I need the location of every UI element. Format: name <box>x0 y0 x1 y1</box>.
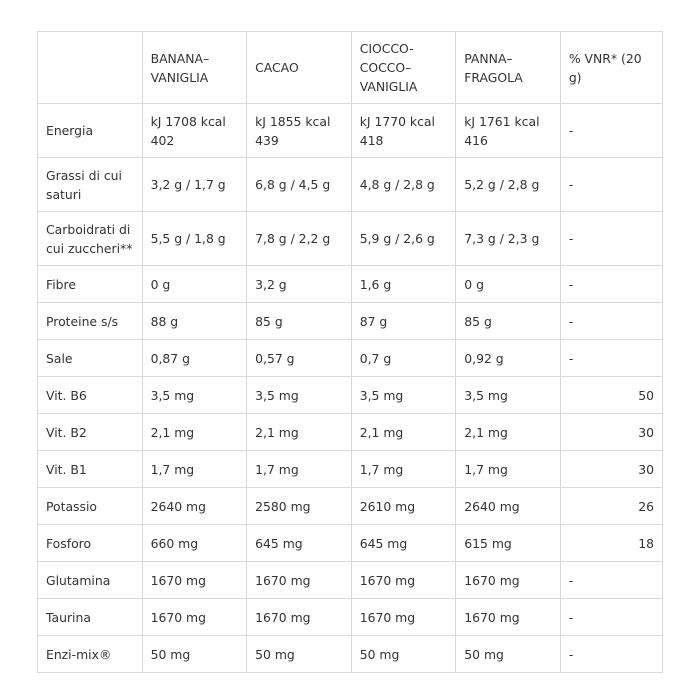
table-row <box>38 212 663 266</box>
table-row <box>38 525 663 562</box>
table-cell: 1,7 mg <box>247 451 352 488</box>
vnr-cell: - <box>560 599 662 636</box>
table-cell: 0,92 g <box>456 340 561 377</box>
row-label: Glutamina <box>38 562 143 599</box>
row-label: Vit. B6 <box>38 377 143 414</box>
nutrition-table <box>37 31 663 673</box>
table-header-row <box>38 32 663 104</box>
table-cell: 0 g <box>142 266 247 303</box>
table-cell: 615 mg <box>456 525 561 562</box>
table-cell: 1,7 mg <box>351 451 456 488</box>
vnr-cell: 30 <box>560 414 662 451</box>
table-cell: 50 mg <box>142 636 247 673</box>
table-cell: 2610 mg <box>351 488 456 525</box>
table-cell: 3,5 mg <box>142 377 247 414</box>
table-row <box>38 303 663 340</box>
table-cell: 645 mg <box>247 525 352 562</box>
row-label: Vit. B1 <box>38 451 143 488</box>
table-cell: 50 mg <box>456 636 561 673</box>
vnr-cell: - <box>560 266 662 303</box>
row-label: Taurina <box>38 599 143 636</box>
table-row <box>38 599 663 636</box>
table-cell: 5,9 g / 2,6 g <box>351 212 456 266</box>
table-cell: 0 g <box>456 266 561 303</box>
table-row <box>38 340 663 377</box>
table-cell: kJ 1855 kcal 439 <box>247 104 352 158</box>
table-cell: 660 mg <box>142 525 247 562</box>
table-row <box>38 377 663 414</box>
table-cell: 1670 mg <box>142 562 247 599</box>
header-cell-panna-fragola: PANNA–FRAGOLA <box>456 32 561 104</box>
table-cell: 645 mg <box>351 525 456 562</box>
header-cell-empty <box>38 32 143 104</box>
table-cell: 2,1 mg <box>142 414 247 451</box>
row-label: Vit. B2 <box>38 414 143 451</box>
table-row <box>38 488 663 525</box>
table-cell: kJ 1708 kcal 402 <box>142 104 247 158</box>
header-cell-cacao: CACAO <box>247 32 352 104</box>
table-cell: 1670 mg <box>456 562 561 599</box>
table-cell: 1,7 mg <box>142 451 247 488</box>
table-row <box>38 562 663 599</box>
row-label: Grassi di cui saturi <box>38 158 143 212</box>
table-cell: 2640 mg <box>456 488 561 525</box>
header-cell-vnr: % VNR* (20 g) <box>560 32 662 104</box>
table-cell: 7,8 g / 2,2 g <box>247 212 352 266</box>
vnr-cell: - <box>560 212 662 266</box>
table-cell: 7,3 g / 2,3 g <box>456 212 561 266</box>
table-row <box>38 158 663 212</box>
table-row <box>38 266 663 303</box>
table-cell: 3,5 mg <box>351 377 456 414</box>
table-row <box>38 636 663 673</box>
table-cell: 1670 mg <box>247 599 352 636</box>
table-cell: 87 g <box>351 303 456 340</box>
table-cell: 85 g <box>456 303 561 340</box>
table-cell: 1,6 g <box>351 266 456 303</box>
vnr-cell: 50 <box>560 377 662 414</box>
table-row <box>38 451 663 488</box>
table-cell: 1670 mg <box>247 562 352 599</box>
table-cell: 88 g <box>142 303 247 340</box>
row-label: Carboidrati di cui zuccheri** <box>38 212 143 266</box>
vnr-cell: 18 <box>560 525 662 562</box>
row-label: Fibre <box>38 266 143 303</box>
row-label: Energia <box>38 104 143 158</box>
table-cell: 2,1 mg <box>351 414 456 451</box>
table-cell: 3,2 g / 1,7 g <box>142 158 247 212</box>
vnr-cell: - <box>560 303 662 340</box>
row-label: Proteine s/s <box>38 303 143 340</box>
row-label: Fosforo <box>38 525 143 562</box>
vnr-cell: 30 <box>560 451 662 488</box>
table-cell: kJ 1770 kcal 418 <box>351 104 456 158</box>
table-cell: 2580 mg <box>247 488 352 525</box>
table-cell: 2640 mg <box>142 488 247 525</box>
table-cell: 3,5 mg <box>247 377 352 414</box>
table-cell: 3,5 mg <box>456 377 561 414</box>
table-cell: 3,2 g <box>247 266 352 303</box>
table-cell: kJ 1761 kcal 416 <box>456 104 561 158</box>
row-label: Potassio <box>38 488 143 525</box>
table-cell: 1670 mg <box>456 599 561 636</box>
header-cell-ciocco-cocco-vaniglia: CIOCCO-COCCO–VANIGLIA <box>351 32 456 104</box>
vnr-cell: 26 <box>560 488 662 525</box>
row-label: Sale <box>38 340 143 377</box>
table-cell: 50 mg <box>247 636 352 673</box>
table-cell: 5,5 g / 1,8 g <box>142 212 247 266</box>
table-cell: 0,87 g <box>142 340 247 377</box>
row-label: Enzi-mix® <box>38 636 143 673</box>
vnr-cell: - <box>560 340 662 377</box>
table-cell: 6,8 g / 4,5 g <box>247 158 352 212</box>
table-cell: 50 mg <box>351 636 456 673</box>
table-cell: 0,57 g <box>247 340 352 377</box>
table-cell: 1,7 mg <box>456 451 561 488</box>
table-cell: 4,8 g / 2,8 g <box>351 158 456 212</box>
table-row <box>38 104 663 158</box>
table-row <box>38 414 663 451</box>
table-cell: 0,7 g <box>351 340 456 377</box>
vnr-cell: - <box>560 104 662 158</box>
vnr-cell: - <box>560 158 662 212</box>
table-cell: 5,2 g / 2,8 g <box>456 158 561 212</box>
vnr-cell: - <box>560 636 662 673</box>
vnr-cell: - <box>560 562 662 599</box>
header-cell-banana-vaniglia: BANANA–VANIGLIA <box>142 32 247 104</box>
table-cell: 1670 mg <box>351 562 456 599</box>
table-cell: 1670 mg <box>142 599 247 636</box>
table-cell: 2,1 mg <box>456 414 561 451</box>
table-cell: 85 g <box>247 303 352 340</box>
table-cell: 1670 mg <box>351 599 456 636</box>
table-cell: 2,1 mg <box>247 414 352 451</box>
